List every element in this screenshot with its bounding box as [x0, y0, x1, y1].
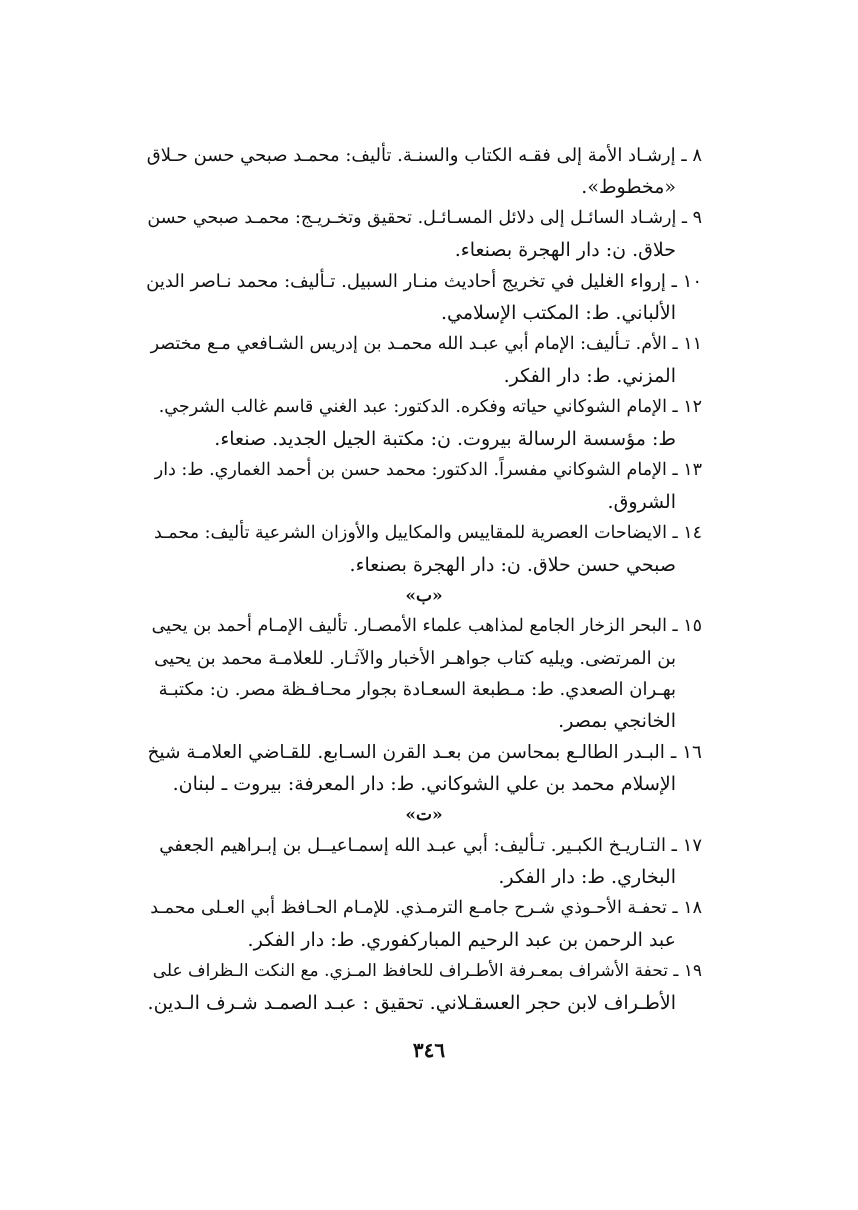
- entry-first-line: ١٧ ـ التـاريـخ الكبـير. تـأليف: أبي عبـد الله إسمـاعيــل بن إبـراهيم الجعفي: [159, 835, 702, 856]
- bibliography-entry: [146, 329, 702, 392]
- entry-first-line: ١١ ـ الأم. تـأليف: الإمام أبي عبـد الله محمـد بن إدريس الشـافعي مـع مختصر: [150, 334, 702, 354]
- entry-first-line: ١٢ ـ الإمام الشوكاني حياته وفكره. الدكتور: عبد الغني قاسم غالب الشرجي.: [158, 397, 702, 417]
- entry-first-line: ١٠ ـ إرواء الغليل في تخريج أحاديث منـار السبيل. تـأليف: محمد نـاصر الدين: [146, 271, 702, 292]
- section-heading: «ب»: [405, 586, 443, 606]
- page-number: ٣٤٦: [412, 1038, 446, 1062]
- bibliography-entry: [146, 830, 702, 893]
- bibliography-list: [146, 140, 702, 1019]
- entry-continuation-line: الشروق.: [607, 490, 676, 513]
- entry-continuation-line: المزني. ط: دار الفكر.: [503, 364, 676, 387]
- entry-continuation-line: «مخطوط».: [581, 175, 676, 198]
- bibliography-entry: [146, 266, 702, 329]
- entry-first-line: ٨ ـ إرشـاد الأمة إلى فقـه الكتاب والسنـة. تأليف: محمـد صبحي حسن حـلاق: [146, 145, 702, 166]
- entry-continuation-line: البخاري. ط: دار الفكر.: [498, 865, 676, 888]
- bibliography-entry: [146, 611, 702, 737]
- entry-continuation-line: الإسلام محمد بن علي الشوكاني. ط: دار المعرفة: بيروت ـ لبنان.: [172, 772, 676, 795]
- entry-continuation-line: ط: مؤسسة الرسالة بيروت. ن: مكتبة الجيل الجديد. صنعاء.: [214, 427, 676, 450]
- entry-continuation-line: الأطـراف لابن حجر العسقـلاني. تحقيق : عبـد الصمـد شـرف الـدين.: [147, 991, 676, 1014]
- entry-continuation-line: بن المرتضى. ويليه كتاب جواهـر الأخبار والآثـار. للعلامـة محمد بن يحيى: [154, 647, 676, 669]
- bibliography-entry: [146, 203, 702, 266]
- entry-first-line: ٩ ـ إرشـاد السائـل إلى دلائل المسـائـل. تحقيق وتخـريـج: محمـد صبحي حسن: [147, 208, 702, 228]
- bibliography-entry: [146, 737, 702, 800]
- entry-first-line: ١٥ ـ البحر الزخار الجامع لمذاهب علماء الأمصـار. تأليف الإمـام أحمد بن يحيى: [151, 616, 702, 636]
- entry-first-line: ١٤ ـ الايضاحات العصرية للمقاييس والمكاييل والأوزان الشرعية تأليف: محمـد: [153, 523, 702, 543]
- bibliography-entry: [146, 140, 702, 203]
- entry-continuation-line: الألباني. ط: المكتب الإسلامي.: [440, 301, 676, 324]
- entry-continuation-line: عبد الرحمن بن عبد الرحيم المباركفوري. ط: دار الفكر.: [247, 928, 676, 951]
- entry-continuation-line: حلاق. ن: دار الهجرة بصنعاء.: [454, 238, 676, 261]
- entry-first-line: ١٣ ـ الإمام الشوكاني مفسراً. الدكتور: محمد حسن بن أحمد الغماري. ط: دار: [154, 460, 702, 480]
- bibliography-entry: [146, 455, 702, 518]
- bibliography-entry: [146, 392, 702, 455]
- section-heading: «ت»: [405, 805, 443, 825]
- entry-first-line: ١٦ ـ البـدر الطالـع بمحاسن من بعـد القرن السـابع. للقـاضي العلامـة شيخ: [147, 742, 702, 763]
- bibliography-entry: [146, 893, 702, 956]
- entry-first-line: ١٨ ـ تحفـة الأحـوذي شـرح جامـع الترمـذي. للإمـام الحـافظ أبي العـلى محمـد: [150, 898, 702, 918]
- entry-first-line: ١٩ ـ تحفة الأشراف بمعـرفة الأطـراف للحافظ المـزي. مع النكت الـظراف على: [152, 961, 702, 981]
- bibliography-entry: [146, 956, 702, 1019]
- entry-continuation-line: الخانجي بمصر.: [558, 709, 676, 732]
- entry-continuation-line: بهـران الصعدي. ط: مـطبعة السعـادة بجوار محـافـظة مصر. ن: مكتبـة: [158, 679, 676, 700]
- bibliography-entry: [146, 518, 702, 581]
- entry-continuation-line: صبحي حسن حلاق. ن: دار الهجرة بصنعاء.: [349, 553, 676, 576]
